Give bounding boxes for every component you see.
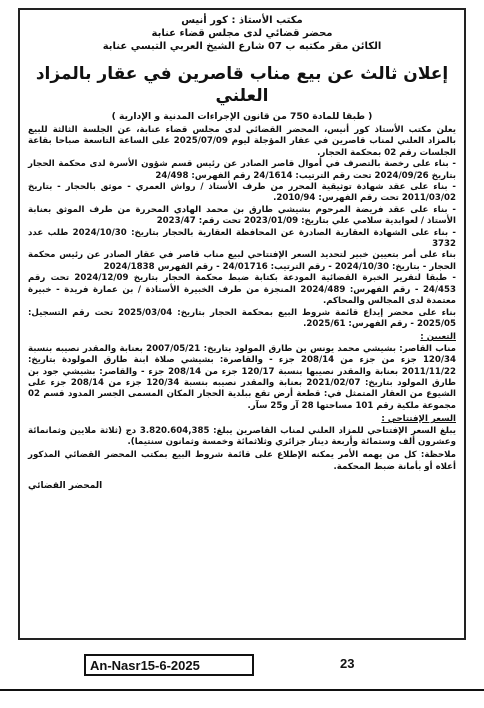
- paragraph: بناء على أمر بتعيين خبير لتحديد السعر الإفتتاحي لبيع مناب قاصر في عقار الصادر عن رئيس محكمة الحجار - بتاريخ: 2024/10/30 - رقم الترتيب: 24/01716 - رقم الفهرس 2024/1838: [28, 250, 456, 272]
- designation-text: مناب القاصر: بشيشي محمد يونس بن طارق المولود بتاريخ: 2007/05/21 بعنابة والمقدر نصيبه بنسبة 120/34 جزء من جزء من 208/14 جزء - والقاصرة: بشيشي صلاة ابنة طارق المولودة بتاريخ: 2011/11/22 بعنابة والمقدر نصيبها بنسبة 120/17 جزء من 208/14 جزء - والقاصر: بشيشي جود بن طارق المولود بتاريخ: 2021/02/07 بعنابة والمقدر نصيبه بنسبة 120/34 جزء من 208/14 جزء على الشيوع من العقار المتمثل في: قطعة أرض تقع ببلدية الحجار المكان المسمى الجسر المدود قسم 02 مجموعة ملكية رقم 101 مساحتها 28 آر و25 سآر.: [28, 343, 456, 411]
- paragraph: يعلن مكتب الأستاذ كور أنيس، المحضر القضائي لدى مجلس قضاء عنابة، عن الجلسة الثالثة للبيع بالمزاد العلني لمناب قاصرين في عقار المؤجلة ليوم 2025/07/09 على الساعة التاسعة صباحا بقاعة الجلسات رقم 02 بمحكمة الحجار.: [28, 125, 456, 158]
- notice-body: [28, 125, 456, 473]
- signature: المحضر القضائي: [28, 481, 103, 492]
- price-text: يبلغ السعر الإفتتاحي للمزاد العلني لمناب القاصرين يبلغ: 3.820.604,385 دج (ثلاثة ملايين وثمانمائة وعشرون ألف وستمائة وأربعة دينار جزائري وثلاثمائة وخمسة وثمانون سنتيما).: [28, 425, 456, 447]
- price-label: السعر الإفتتاحي :: [381, 414, 456, 425]
- page-number: 23: [340, 656, 355, 671]
- paragraph: - بناء على عقد شهادة توثيقية المحرر من طرف الأستاذ / رواش العمري - موثق بالحجار - بتاريخ 2011/03/02 تحت رقم الفهرس: 2010/94.: [28, 182, 456, 204]
- paragraph: - بناء على عقد فريضة المرحوم بشيشي طارق بن محمد الهادي المحررة من طرف الموثق بعنابة الأستاذ / لعوابدية سلامي علي بتاريخ: 2023/01/09 تحت رقم: 2023/47: [28, 204, 456, 227]
- notice-headline: إعلان ثالث عن بيع مناب قاصرين في عقار بالمزاد العلني: [35, 64, 449, 106]
- paragraph: - طبقا لتقرير الخبرة القضائية المودعة بكتابة ضبط محكمة الحجار بتاريخ 2024/12/09 تحت رقم 24/453 - رقم الفهرس: 2024/489 المنجزة من طرف الخبيرة الأستاذة / بن عمارة فريدة - خبيرة معتمدة لدى المجالس والمحاكم.: [28, 273, 456, 307]
- paragraph: - بناء على الشهادة العقارية الصادرة عن المحافظة العقارية بالحجار بتاريخ: 2024/10/30 طلب عدد 3732: [28, 227, 456, 250]
- newspaper-date: An-Nasr15-6-2025: [90, 658, 200, 673]
- date-box: [84, 654, 254, 676]
- paragraph: - بناء على رخصة بالتصرف في أموال قاصر الصادر عن رئيس قسم شؤون الأسرة لدى محكمة الحجار بتاريخ 2024/09/26 تحت رقم الترتيب: 24/1614 رقم الفهرس: 24/498: [28, 159, 456, 181]
- office-name: مكتب الأستاذ : كور أنيس: [181, 15, 303, 26]
- designation-label: التعيين :: [420, 332, 456, 343]
- paragraph: بناء على محضر إيداع قائمة شروط البيع بمحكمة الحجار بتاريخ: 2025/03/04 تحت رقم التسجيل: 2025/05 - رقم الفهرس: 2025/61.: [28, 307, 456, 329]
- legal-notice: [18, 8, 466, 640]
- bottom-rule: [0, 689, 484, 691]
- note-text: ملاحظة: كل من يهمه الأمر يمكنه الإطلاع على قائمة شروط البيع بمكتب المحضر القضائي المذكور أعلاه أو بأمانة ضبط المحكمة.: [28, 450, 456, 472]
- office-title: محضر قضائي لدى مجلس قضاء عنابة: [151, 28, 333, 39]
- office-address: الكائن مقر مكتبه ب 07 شارع الشيخ العربي التبسي عنابة: [102, 41, 382, 52]
- legal-reference: ( طبقا للمادة 750 من قانون الإجراءات المدنية و الإدارية ): [111, 111, 373, 122]
- newspaper-footer: [84, 654, 384, 676]
